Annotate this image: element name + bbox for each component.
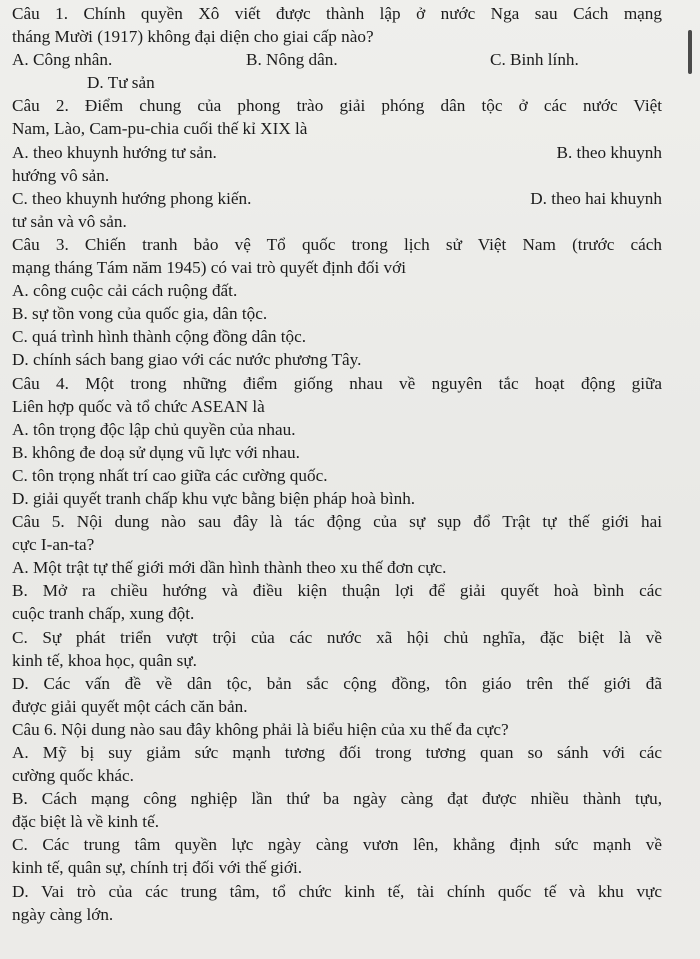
q5-option-d-line-2: được giải quyết một cách căn bản. (12, 696, 248, 716)
question-list (12, 2, 662, 926)
q6-option-a-line-1: A. Mỹ bị suy giảm sức mạnh tương đối trong tương quan so sánh với các (12, 743, 662, 762)
q5-option-b-line-2: cuộc tranh chấp, xung đột. (12, 604, 195, 624)
q5-option-a: A. Một trật tự thế giới mới dần hình thành theo xu thế đơn cực. (12, 558, 447, 578)
q5-option-d-line-1: D. Các vấn đề về dân tộc, bản sắc cộng đồng, tôn giáo trên thế giới đã (12, 673, 662, 693)
q4-option-a: A. tôn trọng độc lập chủ quyền của nhau. (12, 419, 296, 439)
q1-option-b: B. Nông dân. (246, 50, 338, 70)
q6-option-d-line-1: D. Vai trò của các trung tâm, tổ chức kinh tế, tài chính quốc tế và khu vực (12, 881, 662, 901)
q4-option-d: D. giải quyết tranh chấp khu vực bằng biện pháp hoà bình. (12, 488, 416, 508)
q1-stem-line-1: Câu 1. Chính quyền Xô viết được thành lập ở nước Nga sau Cách mạng (12, 4, 662, 23)
q2-option-d: D. theo hai khuynh (530, 188, 662, 208)
q6-option-b-line-1: B. Cách mạng công nghiệp lần thứ ba ngày càng đạt được nhiều thành tựu, (12, 789, 662, 809)
q6-option-a-line-2: cường quốc khác. (12, 766, 134, 786)
q5-stem-line-2: cực I-an-ta? (12, 535, 95, 555)
q1-option-d: D. Tư sản (87, 73, 155, 93)
scrollbar-thumb[interactable] (688, 30, 692, 74)
q3-option-d: D. chính sách bang giao với các nước phương Tây. (12, 350, 362, 370)
q3-option-a: A. công cuộc cải cách ruộng đất. (12, 281, 238, 301)
q5-stem-line-1: Câu 5. Nội dung nào sau đây là tác động của sự sụp đổ Trật tự thế giới hai (12, 512, 662, 532)
q6-option-d-line-2: ngày càng lớn. (12, 904, 114, 924)
q2-option-c: C. theo khuynh hướng phong kiến. (12, 188, 252, 208)
q2-options-row-2 (12, 187, 662, 210)
q3-option-c: C. quá trình hình thành cộng đồng dân tộc. (12, 327, 307, 347)
q6-option-c-line-2: kinh tế, quân sự, chính trị đối với thế giới. (12, 858, 303, 878)
q1-option-a: A. Công nhân. (12, 50, 113, 70)
q3-stem-line-1: Câu 3. Chiến tranh bảo vệ Tổ quốc trong lịch sử Việt Nam (trước cách (12, 234, 662, 254)
q2-stem-line-1: Câu 2. Điểm chung của phong trào giải phóng dân tộc ở các nước Việt (12, 96, 662, 116)
q1-option-c: C. Binh lính. (490, 50, 579, 70)
q2-options-row-1 (12, 141, 662, 164)
q5-option-c-line-2: kinh tế, khoa học, quân sự. (12, 650, 197, 670)
q5-option-c-line-1: C. Sự phát triển vượt trội của các nước xã hội chủ nghĩa, đặc biệt là về (12, 627, 662, 647)
q2-stem-line-2: Nam, Lào, Cam-pu-chia cuối thế kỉ XIX là (12, 119, 308, 139)
q6-option-b-line-2: đặc biệt là về kinh tế. (12, 812, 159, 832)
q6-option-c-line-1: C. Các trung tâm quyền lực ngày càng vươn lên, khẳng định sức mạnh về (12, 835, 662, 855)
q4-option-b: B. không đe doạ sử dụng vũ lực với nhau. (12, 442, 300, 462)
q2-option-d-continued: tư sản và vô sản. (12, 211, 127, 231)
q2-option-a: A. theo khuynh hướng tư sản. (12, 142, 217, 162)
q6-stem-line-1: Câu 6. Nội dung nào sau đây không phải là biểu hiện của xu thế đa cực? (12, 719, 509, 739)
q5-option-b-line-1: B. Mở ra chiều hướng và điều kiện thuận lợi để giải quyết hoà bình các (12, 581, 662, 601)
q2-option-b: B. theo khuynh (556, 142, 662, 162)
q1-options-row (12, 48, 662, 71)
q3-stem-line-2: mạng tháng Tám năm 1945) có vai trò quyết định đối với (12, 258, 406, 278)
q1-stem-line-2: tháng Mười (1917) không đại diện cho giai cấp nào? (12, 27, 374, 47)
q4-option-c: C. tôn trọng nhất trí cao giữa các cường quốc. (12, 465, 328, 485)
q2-option-b-continued: hướng vô sản. (12, 165, 110, 185)
q3-option-b: B. sự tồn vong của quốc gia, dân tộc. (12, 304, 268, 324)
q4-stem-line-2: Liên hợp quốc và tổ chức ASEAN là (12, 396, 265, 416)
q4-stem-line-1: Câu 4. Một trong những điểm giống nhau về nguyên tắc hoạt động giữa (12, 373, 662, 393)
